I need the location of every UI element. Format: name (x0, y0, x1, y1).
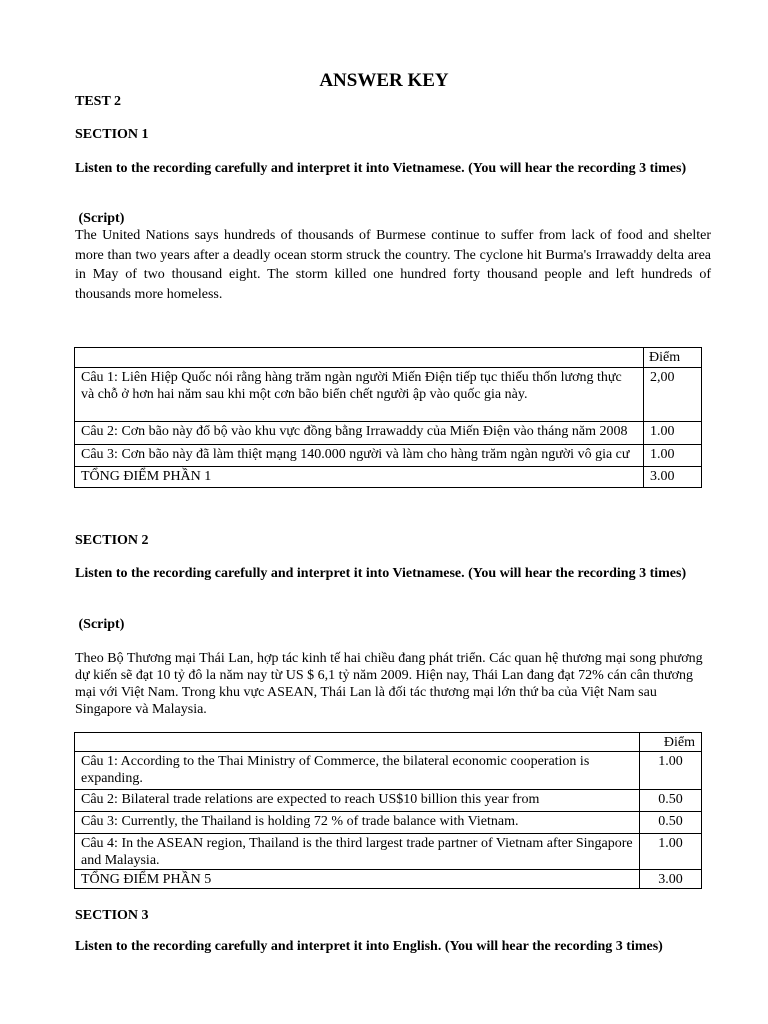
section2-instruction: Listen to the recording carefully and interpret it into Vietnamese. (You will hear the recording 3 times) (75, 566, 687, 581)
table-row (75, 752, 702, 790)
points-cell: 0.50 (640, 812, 702, 834)
table-row (75, 790, 702, 812)
table-header-row (75, 348, 702, 368)
question-text: Câu 2: Cơn bão này đổ bộ vào khu vực đồng bằng Irrawaddy của Miến Điện vào tháng năm 2008 (81, 424, 628, 439)
test-label: TEST 2 (75, 94, 122, 109)
question-cell (75, 445, 644, 467)
total-label-cell: TỔNG ĐIỂM PHẦN 5 (75, 870, 640, 889)
section2-script-text: Theo Bộ Thương mại Thái Lan, hợp tác kinh tế hai chiều đang phát triển. Các quan hệ thương mại song phương dự kiến sẽ đạt 10 tỷ đô la năm nay từ US $ 6,1 tỷ năm 2009. Hiện nay, Thái Lan đang đạt 72% cán cân thương mại với Việt Nam. Trong khu vực ASEAN, Thái Lan là đối tác thương mại lớn thứ ba của Việt Nam sau Singapore và Malaysia. (75, 651, 703, 717)
points-cell: 2,00 (644, 368, 702, 422)
table-row (75, 812, 702, 834)
table-row-total (75, 467, 702, 488)
question-text: Câu 3: Cơn bão này đã làm thiệt mạng 140.000 người và làm cho hàng trăm ngàn người vô gia cư (81, 447, 630, 462)
section1-script-label: (Script) (75, 211, 125, 226)
section1-script-text: The United Nations says hundreds of thousands of Burmese continue to suffer from lack of food and shelter more than two years after a deadly ocean storm struck the country. The cyclone hit Burma's Irrawaddy delta area in May of two thousand eight. The storm killed one hundred forty thousand people and left hundreds of thousands more homeless. (75, 228, 711, 302)
question-cell: Câu 4: In the ASEAN region, Thailand is the third largest trade partner of Vietnam after Singapore and Malaysia. (75, 834, 640, 870)
points-cell: 0.50 (640, 790, 702, 812)
section1-answer-table (74, 347, 702, 488)
section3-instruction: Listen to the recording carefully and interpret it into English. (You will hear the recording 3 times) (75, 939, 663, 954)
points-cell: 1.00 (644, 445, 702, 467)
document-title: ANSWER KEY (319, 70, 449, 91)
section1-heading: SECTION 1 (75, 127, 149, 142)
section2-answer-table (74, 732, 702, 889)
section3-heading: SECTION 3 (75, 908, 149, 923)
question-cell: Câu 1: Liên Hiệp Quốc nói rằng hàng trăm ngàn người Miến Điện tiếp tục thiếu thốn lương thực và chỗ ở hơn hai năm sau khi một cơn bão biển chết người ập vào quốc gia này. (75, 368, 644, 422)
table-header-blank (75, 348, 644, 368)
question-cell: Câu 2: Bilateral trade relations are expected to reach US$10 billion this year from (75, 790, 640, 812)
table-row-total (75, 870, 702, 889)
table-header-blank (75, 733, 640, 752)
table-header-row (75, 733, 702, 752)
total-points-cell: 3.00 (644, 467, 702, 488)
total-label-cell: TỔNG ĐIỂM PHẦN 1 (75, 467, 644, 488)
points-cell: 1.00 (640, 752, 702, 790)
section2-heading: SECTION 2 (75, 533, 149, 548)
question-cell: Câu 1: According to the Thai Ministry of Commerce, the bilateral economic cooperation is expanding. (75, 752, 640, 790)
table-row (75, 368, 702, 422)
points-header: Điểm (644, 348, 702, 368)
question-cell: Câu 3: Currently, the Thailand is holding 72 % of trade balance with Vietnam. (75, 812, 640, 834)
question-cell (75, 422, 644, 445)
points-cell: 1.00 (644, 422, 702, 445)
table-row (75, 445, 702, 467)
section1-instruction: Listen to the recording carefully and interpret it into Vietnamese. (You will hear the recording 3 times) (75, 161, 687, 176)
table-row (75, 834, 702, 870)
points-cell: 1.00 (640, 834, 702, 870)
points-header: Điểm (640, 733, 702, 752)
table-row (75, 422, 702, 445)
section2-script-label: (Script) (75, 617, 125, 632)
total-points-cell: 3.00 (640, 870, 702, 889)
